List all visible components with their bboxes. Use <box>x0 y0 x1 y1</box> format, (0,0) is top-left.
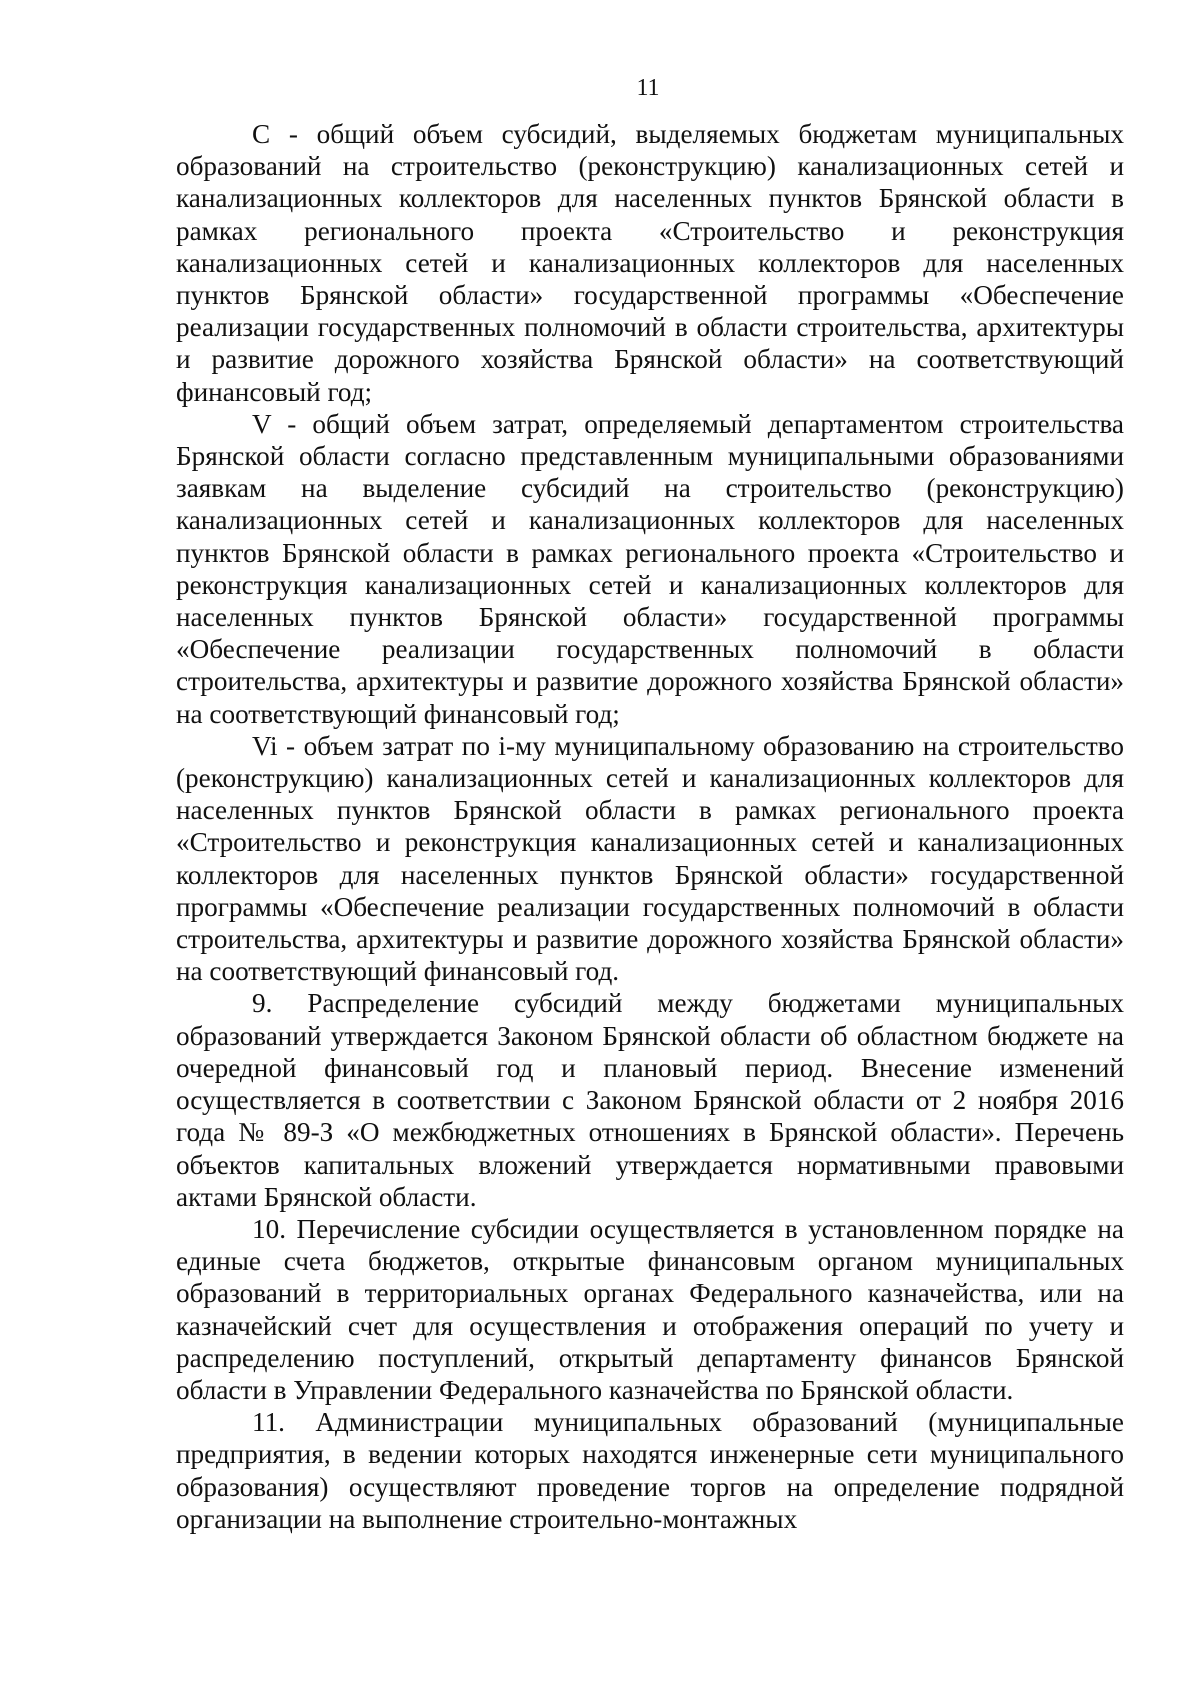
paragraph-vi-definition: Vi - объем затрат по i-му муниципальному образованию на строительство (реконструкцию) канализационных сетей и канализационных коллекторов для населенных пунктов Брянской области в рамках регионального проекта «Строительство и реконструкция канализационных сетей и канализационных коллекторов для населенных пунктов Брянской области» государственной программы «Обеспечение реализации государственных полномочий в области строительства, архитектуры и развитие дорожного хозяйства Брянской области» на соответствующий финансовый год. <box>176 730 1124 987</box>
paragraph-c-definition: C - общий объем субсидий, выделяемых бюджетам муниципальных образований на строительство (реконструкцию) канализационных сетей и канализационных коллекторов для населенных пунктов Брянской области в рамках регионального проекта «Строительство и реконструкция канализационных сетей и канализационных коллекторов для населенных пунктов Брянской области» государственной программы «Обеспечение реализации государственных полномочий в области строительства, архитектуры и развитие дорожного хозяйства Брянской области» на соответствующий финансовый год; <box>176 119 1124 407</box>
paragraph-9: 9. Распределение субсидий между бюджетами муниципальных образований утверждается Законом Брянской области об областном бюджете на очередной финансовый год и плановый период. Внесение изменений осуществляется в соответствии с Законом Брянской области от 2 ноября 2016 года № 89-З «О межбюджетных отношениях в Брянской области». Перечень объектов капитальных вложений утверждается нормативными правовыми актами Брянской области. <box>176 988 1124 1212</box>
paragraph-v-definition: V - общий объем затрат, определяемый департаментом строительства Брянской области согласно представленным муниципальными образованиями заявкам на выделение субсидий на строительство (реконструкцию) канализационных сетей и канализационных коллекторов для населенных пунктов Брянской области в рамках регионального проекта «Строительство и реконструкция канализационных сетей и канализационных коллекторов для населенных пунктов Брянской области» государственной программы «Обеспечение реализации государственных полномочий в области строительства, архитектуры и развитие дорожного хозяйства Брянской области» на соответствующий финансовый год; <box>176 408 1124 729</box>
paragraph-10: 10. Перечисление субсидии осуществляется в установленном порядке на единые счета бюджетов, открытые финансовым органом муниципальных образований в территориальных органах Федерального казначейства, или на казначейский счет для осуществления и отображения операций по учету и распределению поступлений, открытый департаменту финансов Брянской области в Управлении Федерального казначейства по Брянской области. <box>176 1213 1124 1405</box>
paragraph-11: 11. Администрации муниципальных образований (муниципальные предприятия, в ведении которых находятся инженерные сети муниципального образования) осуществляют проведение торгов на определение подрядной организации на выполнение строительно-монтажных <box>176 1407 1124 1534</box>
document-body <box>176 118 1124 1535</box>
page-number: 11 <box>636 75 660 101</box>
